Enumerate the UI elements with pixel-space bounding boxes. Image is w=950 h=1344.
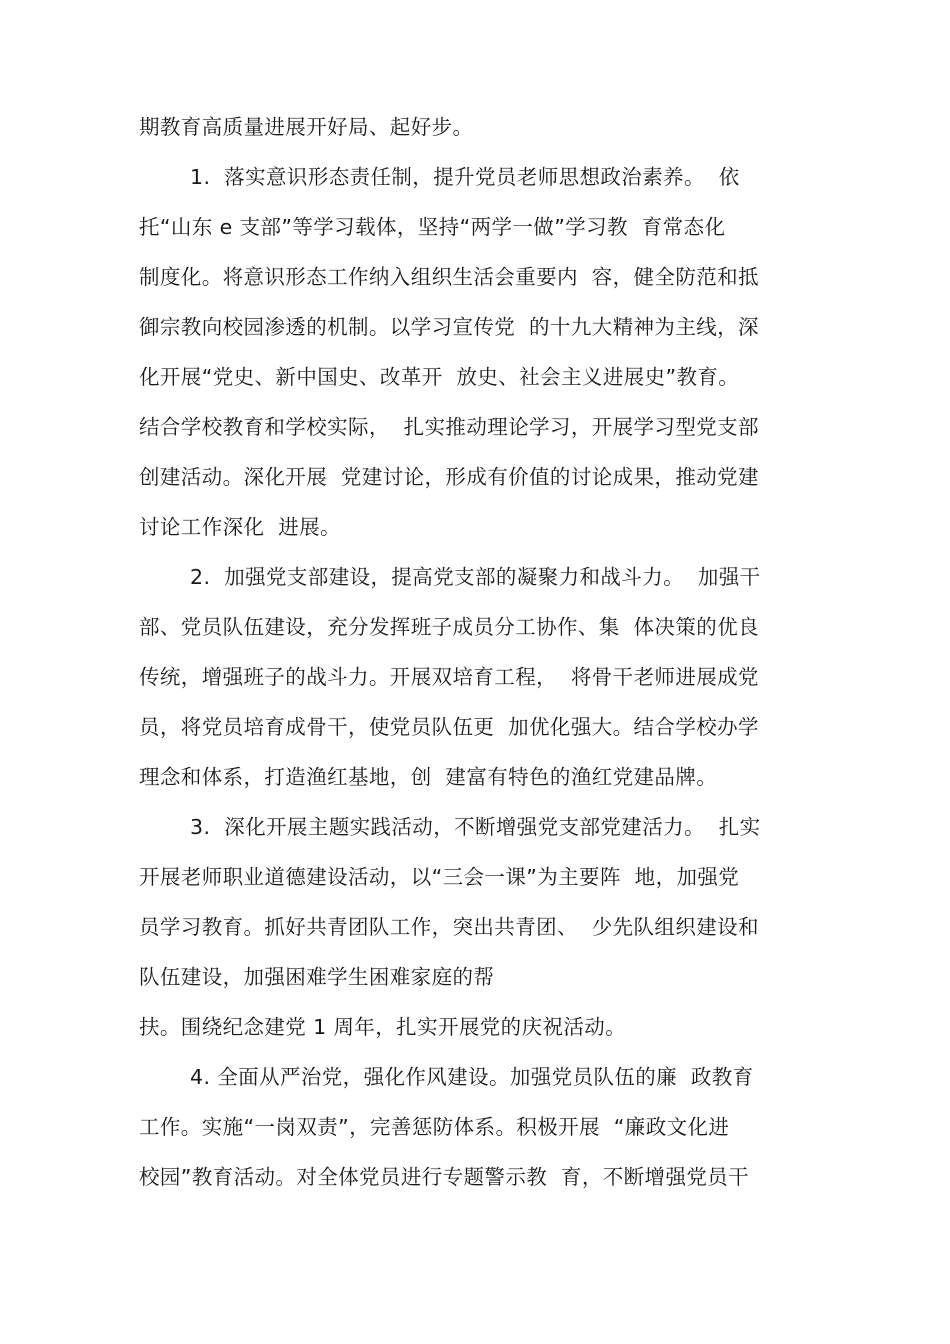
paragraph-line: 制度化。将意识形态工作纳入组织生活会重要内 容，健全防范和抵 — [139, 265, 759, 289]
section-heading-1: 1. 落实意识形态责任制，提升党员老师思想政治素养。 依 — [190, 165, 740, 189]
paragraph-line: 工作。实施“一岗双责”，完善惩防体系。积极开展 “廉政文化进 — [139, 1115, 730, 1139]
paragraph-line: 传统，增强班子的战斗力。开展双培育工程， 将骨干老师进展成党 — [139, 665, 759, 689]
paragraph-line: 队伍建设，加强困难学生困难家庭的帮 — [139, 965, 495, 989]
paragraph-line: 御宗教向校园渗透的机制。以学习宣传党 的十九大精神为主线，深 — [139, 315, 759, 339]
paragraph-line: 开展老师职业道德建设活动，以“三会一课”为主要阵 地，加强党 — [139, 865, 740, 889]
paragraph-line: 讨论工作深化 进展。 — [139, 515, 341, 539]
section-heading-2: 2. 加强党支部建设，提高党支部的凝聚力和战斗力。 加强干 — [190, 565, 761, 589]
paragraph-line: 期教育高质量进展开好局、起好步。 — [139, 115, 474, 139]
paragraph-line: 创建活动。深化开展 党建讨论，形成有价值的讨论成果，推动党建 — [139, 465, 759, 489]
section-heading-3: 3. 深化开展主题实践活动，不断增强党支部党建活力。 扎实 — [190, 815, 761, 839]
section-heading-4: 4. 全面从严治党，强化作风建设。加强党员队伍的廉 政教育 — [190, 1065, 754, 1089]
paragraph-line: 员学习教育。抓好共青团队工作，突出共青团、 少先队组织建设和 — [139, 915, 759, 939]
paragraph-line: 校园”教育活动。对全体党员进行专题警示教 育，不断增强党员干 — [139, 1165, 750, 1189]
paragraph-line: 结合学校教育和学校实际， 扎实推动理论学习，开展学习型党支部 — [139, 415, 759, 439]
paragraph-line: 扶。围绕纪念建党 1 周年，扎实开展党的庆祝活动。 — [139, 1015, 627, 1039]
paragraph-line: 部、党员队伍建设，充分发挥班子成员分工协作、集 体决策的优良 — [139, 615, 759, 639]
paragraph-line: 托“山东 e 支部”等学习载体，坚持“两学一做”学习教 育常态化 — [139, 215, 726, 239]
paragraph-line: 员，将党员培育成骨干，使党员队伍更 加优化强大。结合学校办学 — [139, 715, 759, 739]
paragraph-line: 化开展“党史、新中国史、改革开 放史、社会主义进展史”教育。 — [139, 365, 740, 389]
paragraph-line: 理念和体系，打造渔红基地，创 建富有特色的渔红党建品牌。 — [139, 765, 718, 789]
